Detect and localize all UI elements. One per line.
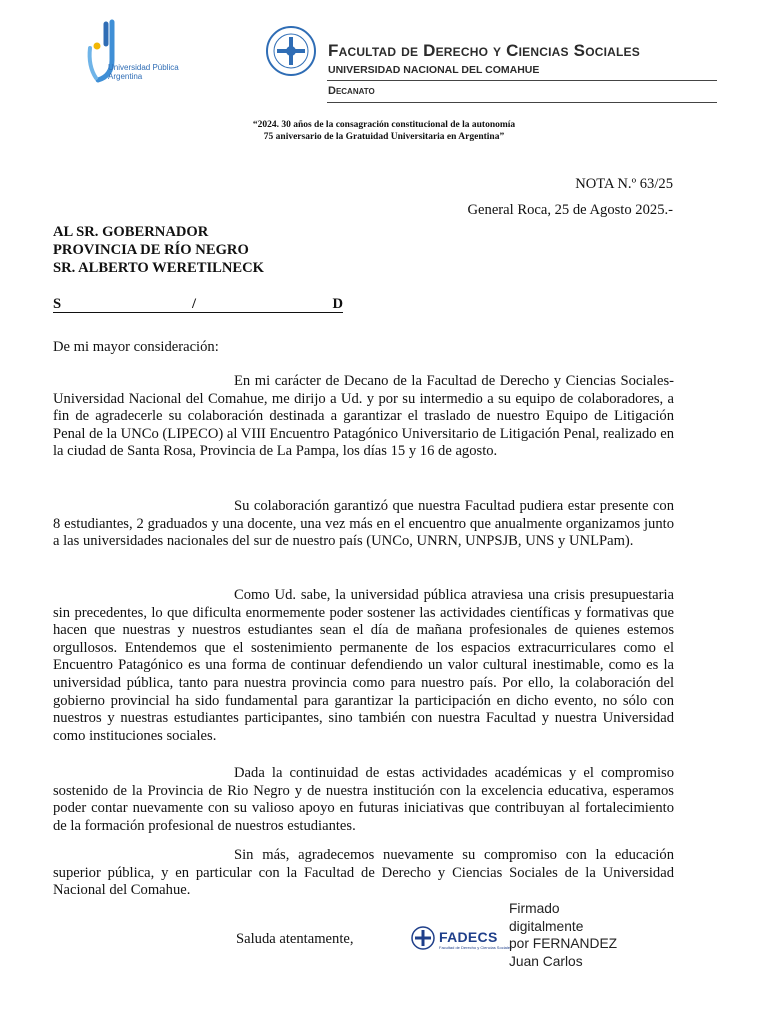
sd-s: S [53, 296, 62, 312]
paragraph: Sin más, agradecemos nuevamente su compromiso con la educación superior pública, y en particular con la Facultad de Derecho y Ciencias Sociales de la Universidad Nacional del Comahue. [53, 847, 674, 899]
fadecs-stamp: FADECS [439, 929, 498, 945]
universidad-publica-text: Universidad Pública Argentina [108, 63, 179, 81]
institutional-motto [0, 119, 768, 143]
signature-line: digitalmente [509, 918, 584, 934]
department-label: Decanato [328, 85, 375, 97]
header-divider [327, 102, 717, 103]
signature-line: por FERNANDEZ [509, 936, 618, 952]
addressee-line: PROVINCIA DE RÍO NEGRO [53, 242, 249, 258]
addressee-line: SR. ALBERTO WERETILNECK [53, 260, 265, 276]
paragraph: Dada la continuidad de estas actividades académicas y el compromiso sostenido de la Provincia de Rio Negro y de nuestra institución con la excelencia educativa, esperamos poder contar nuevamente con su valioso apoyo en futuras iniciativas que contribuyan al fortalecimiento de la formación profesional de nuestros estudiantes. [53, 765, 674, 834]
motto-line: 75 aniversario de la Gratuidad Universitaria en Argentina” [263, 132, 505, 142]
sd-line [53, 296, 343, 313]
header-divider [327, 80, 717, 81]
note-number: NOTA N.º 63/25 [575, 176, 673, 192]
sd-d: D [332, 296, 343, 312]
sd-slash: / [192, 296, 197, 312]
fadecs-stamp-subtitle: Facultad de Derecho y Ciencias Sociales [439, 945, 512, 950]
paragraph: En mi carácter de Decano de la Facultad de Derecho y Ciencias Sociales- Universidad Nacional del Comahue, me dirijo a Ud. y por su intermedio a su equipo de colaboradores, a fin de agradecerle su colaboración destinada a garantizar el traslado de nuestro Equipo de Litigación Penal de la UNCo (LIPECO) al VIII Encuentro Patagónico Universitario de Litigación Penal, realizado en la ciudad de Santa Rosa, Provincia de La Pampa, los días 15 y 16 de agosto. [53, 373, 674, 460]
motto-line: “2024. 30 años de la consagración constitucional de la autonomía [252, 120, 516, 130]
signature-line: Juan Carlos [509, 953, 583, 969]
note-date: General Roca, 25 de Agosto 2025.- [467, 202, 673, 218]
paragraph: Su colaboración garantizó que nuestra Facultad pudiera estar presente con 8 estudiantes, 2 graduados y una docente, una vez más en el encuentro que anualmente organizamos junto a las universidades nacionales del sur de nuestro país (UNCo, UNRN, UNPSJB, UNS y UNLPam). [53, 498, 674, 550]
addressee-block [53, 223, 264, 277]
university-seal-icon [265, 25, 317, 77]
university-name: UNIVERSIDAD NACIONAL DEL COMAHUE [328, 64, 540, 76]
digital-signature [509, 900, 617, 970]
greeting: De mi mayor consideración: [53, 339, 219, 355]
fadecs-logo-icon [411, 926, 435, 950]
signature-line: Firmado [509, 901, 560, 916]
faculty-title: Facultad de Derecho y Ciencias Sociales [328, 41, 640, 60]
closing: Saluda atentamente, [236, 931, 354, 947]
paragraph: Como Ud. sabe, la universidad pública atraviesa una crisis presupuestaria sin precedentes, lo que dificulta enormemente poder sostener las actividades científicas y formativas que hacen que nuestras y nuestros estudiantes sean el día de mañana profesionales de quienes estemos orgullosos. Entendemos que el sostenimiento permanente de los espacios extracurriculares como el Encuentro Patagónico es una forma de continuar defendiendo un valor cultural inestimable, como es la universidad pública, tanto para nuestra provincia como para nuestro país. Por ello, la colaboración del gobierno provincial ha sido fundamental para garantizar la participación en dicho evento, no sólo con nuestros y nuestras estudiantes participantes, sino también con nuestra Facultad y nuestra Universidad como instituciones sociales. [53, 587, 674, 744]
addressee-line: AL SR. GOBERNADOR [53, 224, 209, 240]
